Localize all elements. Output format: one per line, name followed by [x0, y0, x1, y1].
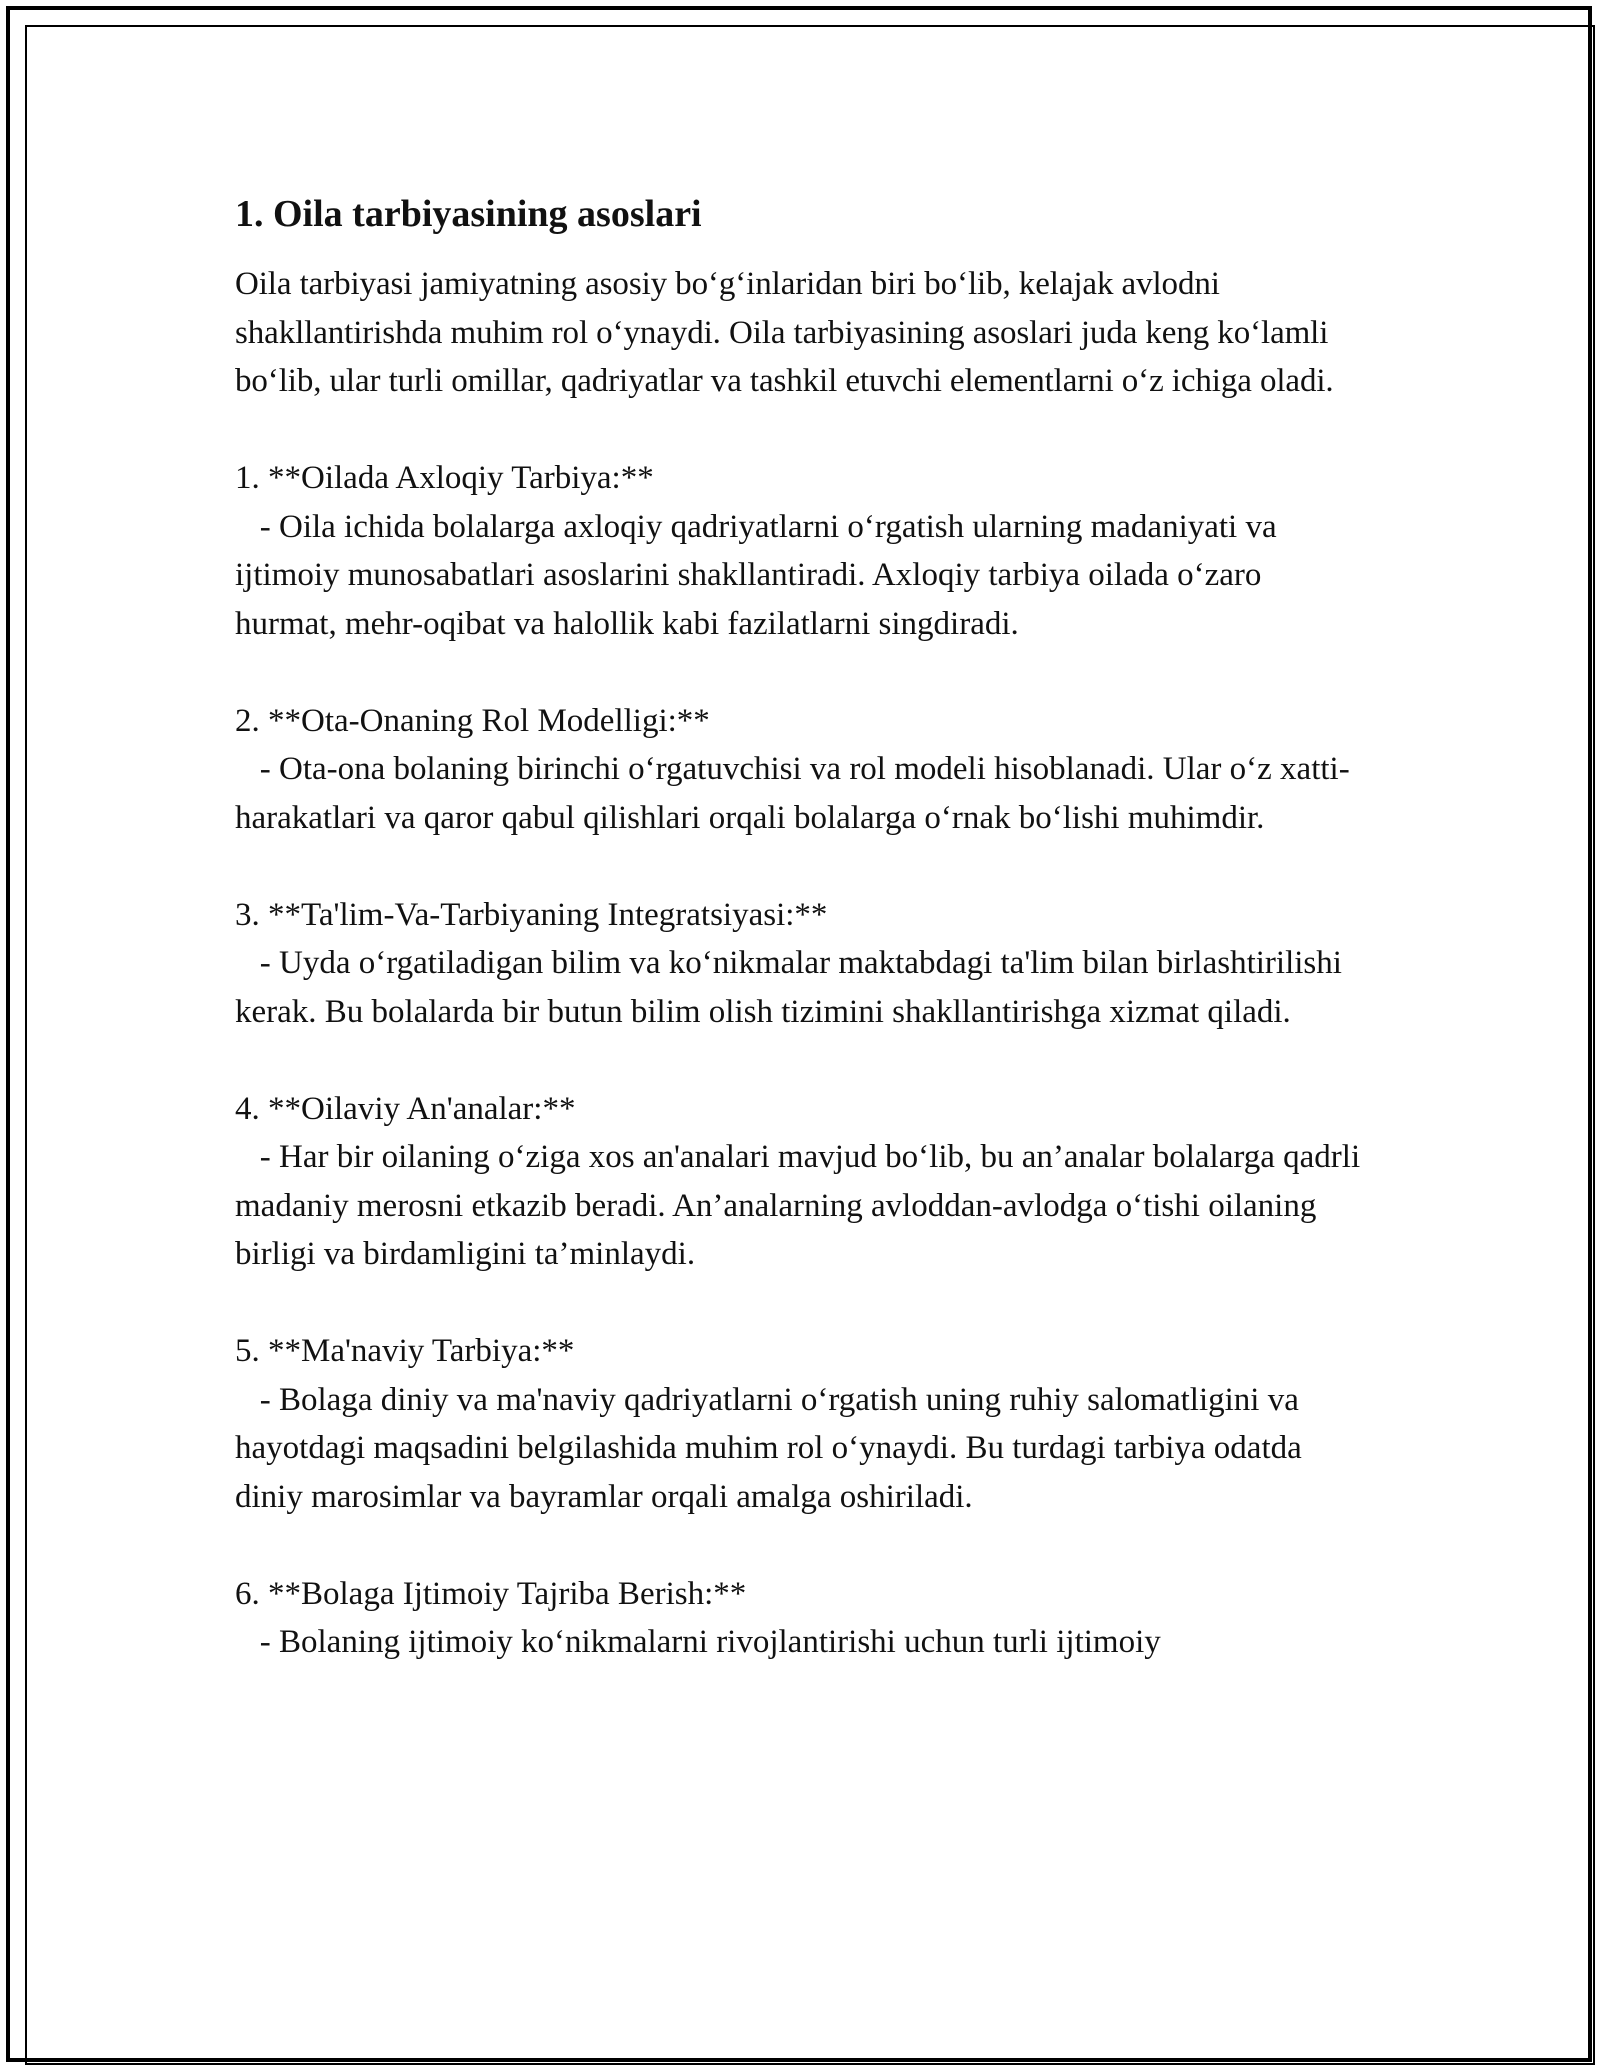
item-title: 4. **Oilaviy An'analar:** [235, 1090, 576, 1127]
list-item [235, 1085, 1369, 1279]
item-title: 1. **Oilada Axloqiy Tarbiya:** [235, 460, 654, 496]
document-heading: 1. Oila tarbiyasining asoslari [235, 193, 702, 235]
item-body: - Uyda o‘rgatiladigan bilim va ko‘nikmalar maktabdagi ta'lim bilan birlashtirilishi kerak. Bu bolalarda bir butun bilim olish tizimini shakllantirishga xizmat qiladi. [235, 945, 1351, 1030]
item-body: - Har bir oilaning o‘ziga xos an'analari mavjud bo‘lib, bu an’analar bolalarga qadrli madaniy merosni etkazib beradi. An’analarning avloddan-avlodga o‘tishi oilaning birligi va birdamligini ta’minlaydi. [235, 1139, 1369, 1272]
item-body: - Bolaga diniy va ma'naviy qadriyatlarni o‘rgatish uning ruhiy salomatligini va hayotdagi maqsadini belgilashida muhim rol o‘ynaydi. Bu turdagi tarbiya odatda diniy marosimlar va bayramlar orqali amalga oshiriladi. [235, 1381, 1311, 1515]
item-body: - Oila ichida bolalarga axloqiy qadriyatlarni o‘rgatish ularning madaniyati va ijtimoiy munosabatlari asoslarini shakllantiradi. Axloqiy tarbiya oilada o‘zaro hurmat, mehr-oqibat va halollik kabi fazilatlarni singdiradi. [235, 508, 1285, 642]
list-item [235, 891, 1365, 1037]
list-item [235, 1570, 1365, 1667]
list-item [235, 697, 1365, 843]
intro-paragraph: Oila tarbiyasi jamiyatning asosiy bo‘g‘inlaridan biri bo‘lib, kelajak avlodni shakllantirishda muhim rol o‘ynaydi. Oila tarbiyasining asoslari juda keng ko‘lamli bo‘lib, ular turli omillar, qadriyatlar va tashkil etuvchi elementlarni o‘z ichiga oladi. [235, 266, 1334, 399]
item-body: - Bolaning ijtimoiy ko‘nikmalarni rivojlantirishi uchun turli ijtimoiy [235, 1624, 1161, 1660]
item-title: 5. **Ma'naviy Tarbiya:** [235, 1333, 575, 1369]
item-title: 6. **Bolaga Ijtimoiy Tajriba Berish:** [235, 1575, 747, 1612]
item-body: - Ota-ona bolaning birinchi o‘rgatuvchisi va rol modeli hisoblanadi. Ular o‘z xatti-harakatlari va qaror qabul qilishlari orqali bolalarga o‘rnak bo‘lishi muhimdir. [235, 751, 1350, 836]
item-title: 2. **Ota-Onaning Rol Modelligi:** [235, 702, 710, 739]
item-title: 3. **Ta'lim-Va-Tarbiyaning Integratsiyasi:** [235, 896, 828, 933]
list-item [235, 454, 1365, 648]
document-body [235, 180, 1369, 1667]
list-item [235, 1327, 1365, 1521]
